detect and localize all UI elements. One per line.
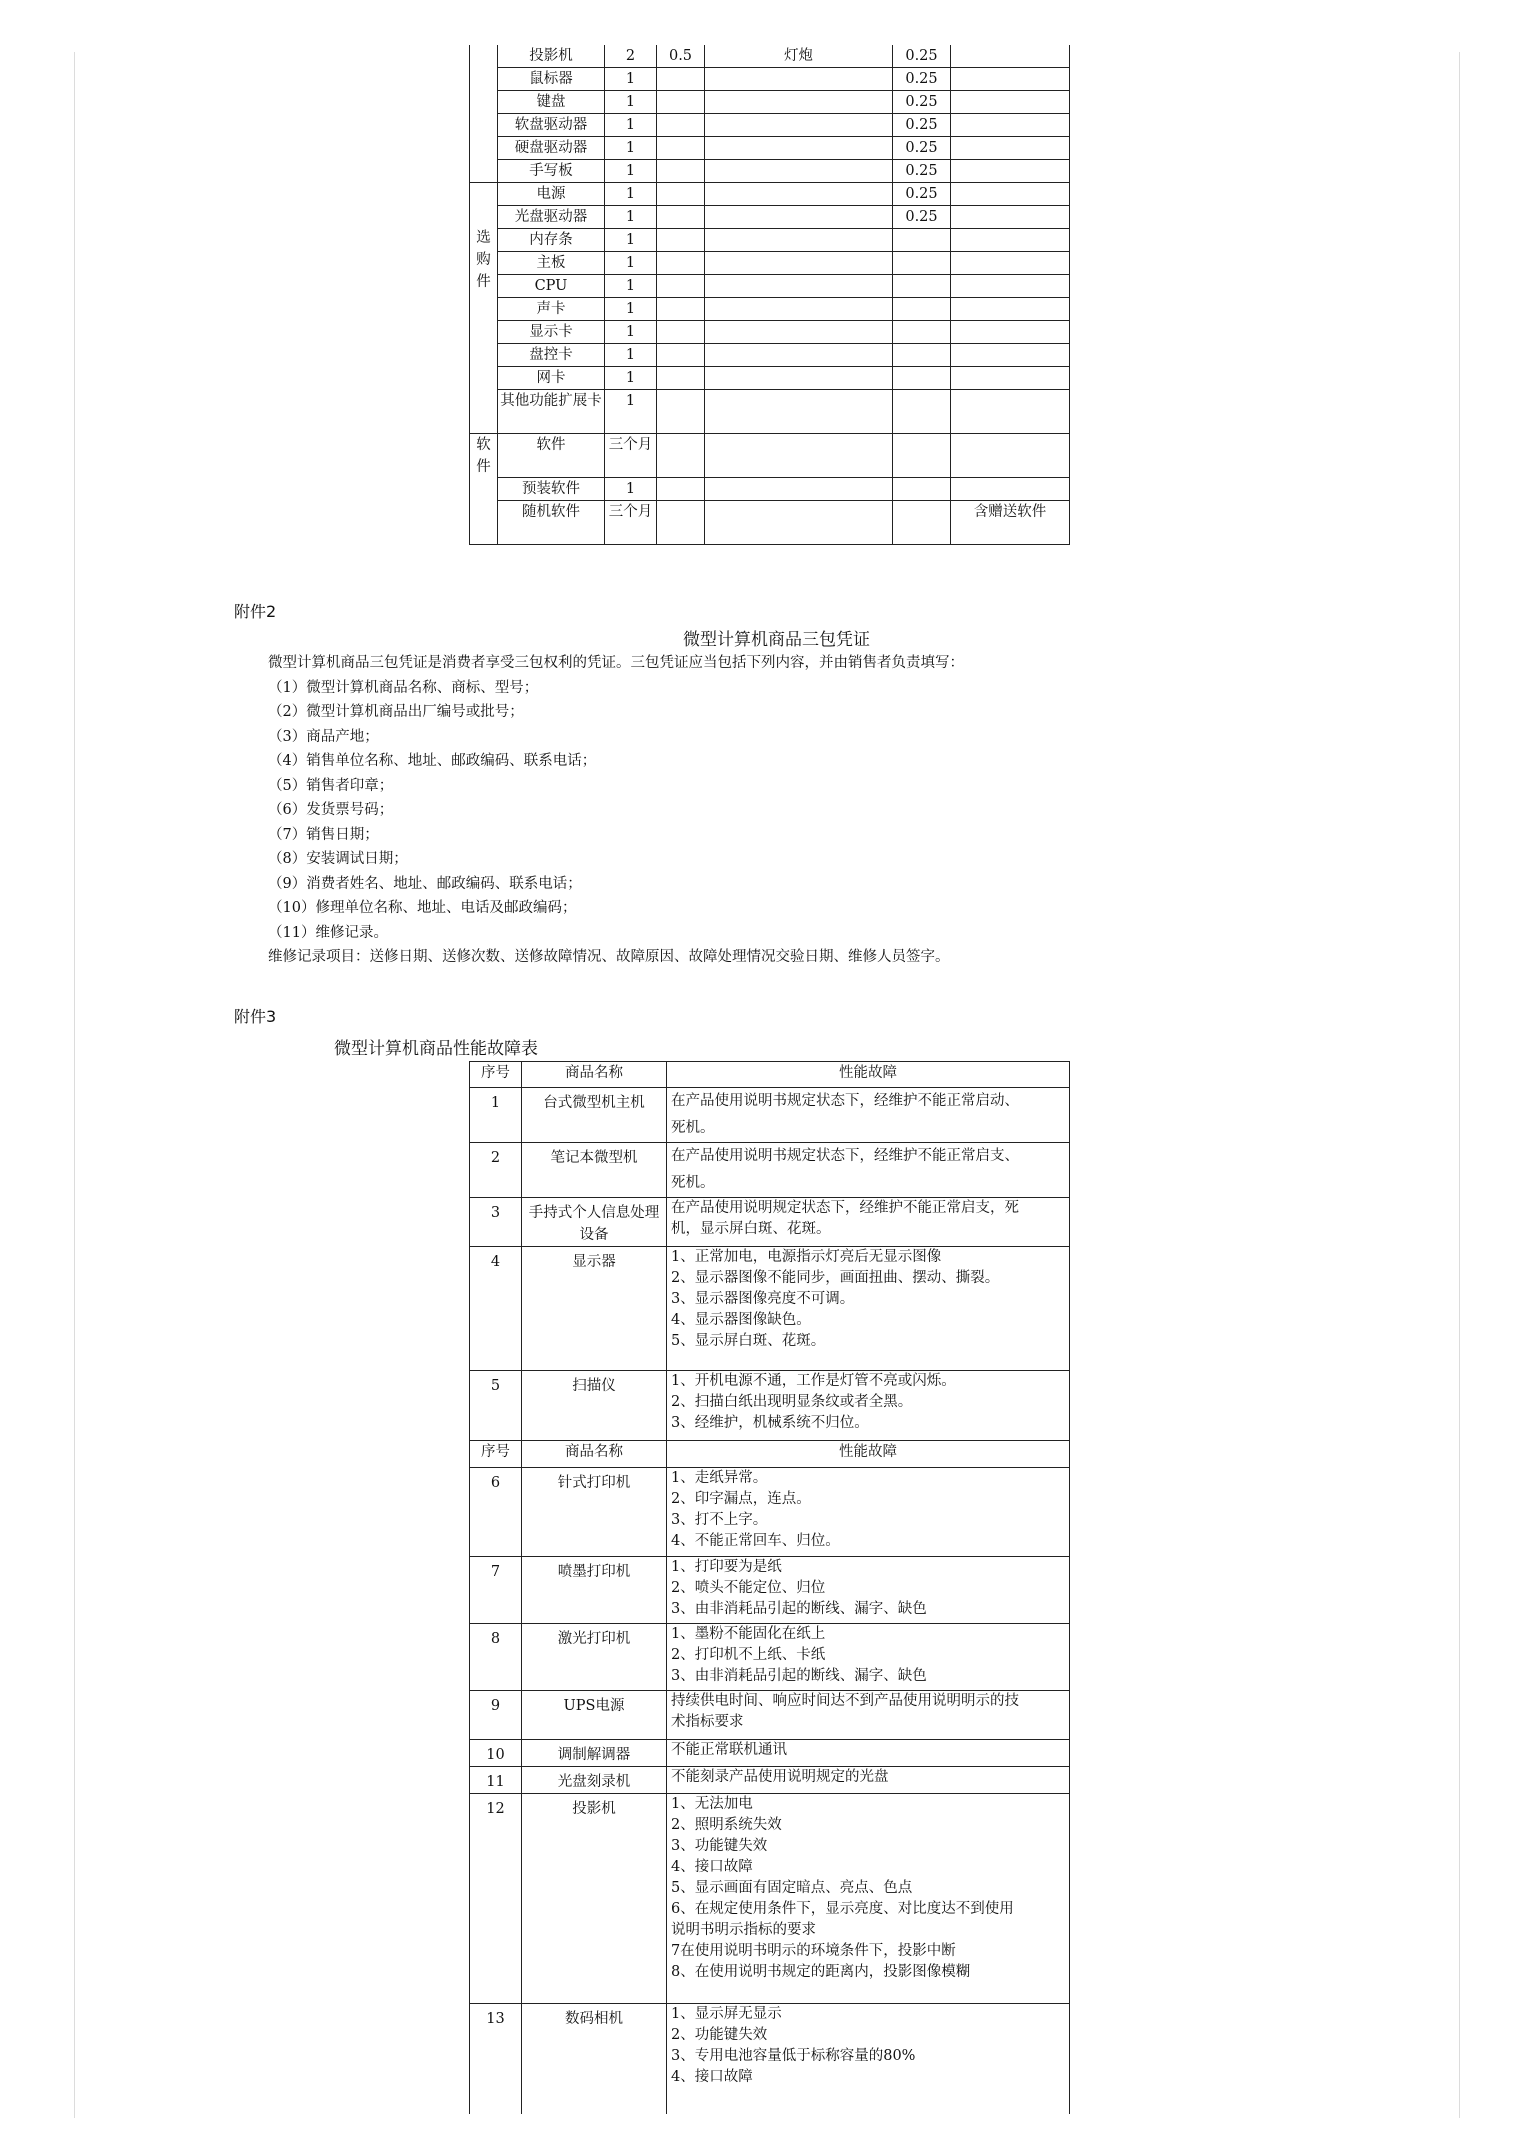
table-row xyxy=(470,91,1070,114)
row-number: 11 xyxy=(470,1767,522,1794)
fault-line: 在产品使用说明书规定状态下，经维护不能正常启支、 xyxy=(671,1148,1019,1164)
cell-name: 网卡 xyxy=(498,367,605,390)
fault-line: 3、功能键失效 xyxy=(671,1838,768,1854)
cell-c5 xyxy=(705,478,893,501)
cell-name: 电源 xyxy=(498,183,605,206)
annex2-item-list xyxy=(268,676,1368,946)
fault-description xyxy=(667,1767,1070,1794)
cell-c7 xyxy=(951,183,1070,206)
fault-line: 3、专用电池容量低于标称容量的80% xyxy=(671,2048,916,2064)
list-item: （5）销售者印章； xyxy=(268,777,394,794)
cell-name: 软盘驱动器 xyxy=(498,114,605,137)
fault-description xyxy=(667,1794,1070,2004)
cell-c7 xyxy=(951,45,1070,68)
fault-line: 6、在规定使用条件下，显示亮度、对比度达不到使用 xyxy=(671,1901,1014,1917)
row-number: 1 xyxy=(470,1088,522,1143)
annex2-footer: 维修记录项目：送修日期、送修次数、送修故障情况、故障原因、故障处理情况交验日期、维修人员签字。 xyxy=(268,949,950,965)
table-row xyxy=(470,114,1070,137)
cell-c5 xyxy=(705,298,893,321)
cell-qty: 三个月 xyxy=(605,501,657,545)
cell-c5 xyxy=(705,434,893,478)
fault-line: 1、无法加电 xyxy=(671,1796,753,1812)
table-row xyxy=(470,275,1070,298)
cell-name: 鼠标器 xyxy=(498,68,605,91)
left-margin-line xyxy=(74,52,75,2118)
cell-c5 xyxy=(705,206,893,229)
cell-c4 xyxy=(657,298,705,321)
fault-line: 3、由非消耗品引起的断线、漏字、缺色 xyxy=(671,1601,927,1617)
cell-c5 xyxy=(705,344,893,367)
cell-c4 xyxy=(657,160,705,183)
fault-description xyxy=(667,1557,1070,1624)
cell-c4 xyxy=(657,252,705,275)
product-name: 喷墨打印机 xyxy=(522,1557,667,1624)
header-cell-name: 商品名称 xyxy=(522,1441,667,1468)
table-header-row xyxy=(470,1062,1070,1088)
cell-c7 xyxy=(951,114,1070,137)
table-row xyxy=(470,1767,1070,1794)
fault-line: 在产品使用说明规定状态下，经维护不能正常启支，死 xyxy=(671,1200,1019,1216)
list-item: （9）消费者姓名、地址、邮政编码、联系电话； xyxy=(268,875,582,892)
table-row xyxy=(470,321,1070,344)
cell-c4 xyxy=(657,137,705,160)
cell-name: 投影机 xyxy=(498,45,605,68)
cell-qty: 1 xyxy=(605,252,657,275)
fault-line: 4、接口故障 xyxy=(671,1859,753,1875)
cell-name: CPU xyxy=(498,275,605,298)
fault-line: 3、显示器图像亮度不可调。 xyxy=(671,1291,855,1307)
product-name: 笔记本微型机 xyxy=(522,1143,667,1198)
list-item: （3）商品产地； xyxy=(268,728,379,745)
fault-line: 3、经维护，机械系统不归位。 xyxy=(671,1415,869,1431)
cell-c4 xyxy=(657,434,705,478)
product-name: 手持式个人信息处理设备 xyxy=(522,1198,667,1247)
cell-name: 键盘 xyxy=(498,91,605,114)
table-row xyxy=(470,390,1070,434)
fault-line: 1、墨粉不能固化在纸上 xyxy=(671,1626,826,1642)
product-name: 光盘刻录机 xyxy=(522,1767,667,1794)
annex2-body xyxy=(268,651,1368,970)
cell-c5 xyxy=(705,321,893,344)
fault-description xyxy=(667,1088,1070,1143)
list-item: （11）维修记录。 xyxy=(268,924,388,941)
table-row xyxy=(470,2004,1070,2114)
cell-c6: 0.25 xyxy=(893,160,951,183)
list-item: （7）销售日期； xyxy=(268,826,379,843)
fault-line: 在产品使用说明书规定状态下，经维护不能正常启动、 xyxy=(671,1093,1019,1109)
product-name: 数码相机 xyxy=(522,2004,667,2114)
product-name: 显示器 xyxy=(522,1247,667,1371)
cell-qty: 1 xyxy=(605,114,657,137)
row-number: 4 xyxy=(470,1247,522,1371)
header-cell-no: 序号 xyxy=(470,1062,522,1088)
fault-line: 3、由非消耗品引起的断线、漏字、缺色 xyxy=(671,1668,927,1684)
fault-line: 1、开机电源不通，工作是灯管不亮或闪烁。 xyxy=(671,1373,956,1389)
fault-description xyxy=(667,1143,1070,1198)
cell-c7 xyxy=(951,434,1070,478)
fault-description xyxy=(667,1624,1070,1691)
cell-c7 xyxy=(951,344,1070,367)
cell-c7 xyxy=(951,160,1070,183)
cell-name: 硬盘驱动器 xyxy=(498,137,605,160)
fault-line: 1、打印要为是纸 xyxy=(671,1559,782,1575)
cell-c5 xyxy=(705,160,893,183)
fault-table xyxy=(469,1061,1070,2114)
cell-c4 xyxy=(657,91,705,114)
cell-c5 xyxy=(705,183,893,206)
cell-qty: 1 xyxy=(605,137,657,160)
cell-c5 xyxy=(705,229,893,252)
row-number: 5 xyxy=(470,1371,522,1441)
table-row xyxy=(470,137,1070,160)
cell-c7 xyxy=(951,298,1070,321)
cell-c4 xyxy=(657,183,705,206)
cell-c4: 0.5 xyxy=(657,45,705,68)
cell-c4 xyxy=(657,68,705,91)
cell-c6 xyxy=(893,298,951,321)
cell-c7 xyxy=(951,478,1070,501)
cell-name: 随机软件 xyxy=(498,501,605,545)
cell-c5 xyxy=(705,501,893,545)
cell-c5 xyxy=(705,114,893,137)
fault-line: 不能刻录产品使用说明规定的光盘 xyxy=(671,1769,889,1785)
cell-c6 xyxy=(893,229,951,252)
table-row xyxy=(470,160,1070,183)
fault-line: 术指标要求 xyxy=(671,1714,744,1730)
cell-c6 xyxy=(893,390,951,434)
cell-name: 光盘驱动器 xyxy=(498,206,605,229)
product-name: 台式微型机主机 xyxy=(522,1088,667,1143)
cell-c6 xyxy=(893,501,951,545)
annex3-label: 附件3 xyxy=(234,1007,277,1026)
table-row xyxy=(470,367,1070,390)
cell-c6: 0.25 xyxy=(893,68,951,91)
cell-c4 xyxy=(657,478,705,501)
cell-c4 xyxy=(657,390,705,434)
fault-description xyxy=(667,2004,1070,2114)
table-row xyxy=(470,1624,1070,1691)
cell-c6 xyxy=(893,321,951,344)
fault-line: 说明书明示指标的要求 xyxy=(671,1922,816,1938)
cell-c4 xyxy=(657,275,705,298)
fault-line: 4、接口故障 xyxy=(671,2069,753,2085)
table-row xyxy=(470,501,1070,545)
cell-c7 xyxy=(951,137,1070,160)
product-name: 调制解调器 xyxy=(522,1740,667,1767)
table-row xyxy=(470,252,1070,275)
fault-description xyxy=(667,1740,1070,1767)
fault-line: 1、正常加电，电源指示灯亮后无显示图像 xyxy=(671,1249,942,1265)
category-cell xyxy=(470,45,498,183)
cell-name: 内存条 xyxy=(498,229,605,252)
table-row xyxy=(470,1143,1070,1198)
cell-qty: 1 xyxy=(605,68,657,91)
category-cell-optional: 选购件 xyxy=(470,183,498,434)
cell-qty: 1 xyxy=(605,344,657,367)
fault-line: 2、显示器图像不能同步，画面扭曲、摆动、撕裂。 xyxy=(671,1270,1000,1286)
fault-line: 2、印字漏点，连点。 xyxy=(671,1491,811,1507)
fault-line: 2、照明系统失效 xyxy=(671,1817,782,1833)
cell-name: 显示卡 xyxy=(498,321,605,344)
cell-c4 xyxy=(657,206,705,229)
annex2-intro: 微型计算机商品三包凭证是消费者享受三包权利的凭证。三包凭证应当包括下列内容，并由销售者负责填写： xyxy=(268,655,964,671)
header-cell-no: 序号 xyxy=(470,1441,522,1468)
fault-line: 1、走纸异常。 xyxy=(671,1470,768,1486)
cell-c7 xyxy=(951,321,1070,344)
cell-c4 xyxy=(657,114,705,137)
cell-c5 xyxy=(705,91,893,114)
header-cell-fault: 性能故障 xyxy=(667,1441,1070,1468)
cell-c5 xyxy=(705,275,893,298)
fault-line: 2、功能键失效 xyxy=(671,2027,768,2043)
cell-c6 xyxy=(893,367,951,390)
category-cell-software: 软件 xyxy=(470,434,498,545)
fault-line: 死机。 xyxy=(671,1120,715,1136)
row-number: 13 xyxy=(470,2004,522,2114)
table-row xyxy=(470,298,1070,321)
table-row xyxy=(470,206,1070,229)
cell-qty: 1 xyxy=(605,390,657,434)
product-name: 扫描仪 xyxy=(522,1371,667,1441)
annex2-title: 微型计算机商品三包凭证 xyxy=(683,630,870,650)
cell-c7 xyxy=(951,229,1070,252)
list-item: （10）修理单位名称、地址、电话及邮政编码； xyxy=(268,900,577,916)
cell-c5 xyxy=(705,137,893,160)
product-name: 投影机 xyxy=(522,1794,667,2004)
fault-line: 机，显示屏白斑、花斑。 xyxy=(671,1221,831,1237)
row-number: 12 xyxy=(470,1794,522,2004)
cell-c7: 含赠送软件 xyxy=(951,501,1070,545)
fault-line: 2、打印机不上纸、卡纸 xyxy=(671,1647,826,1663)
cell-qty: 1 xyxy=(605,91,657,114)
cell-c5 xyxy=(705,68,893,91)
cell-c6: 0.25 xyxy=(893,206,951,229)
cell-qty: 1 xyxy=(605,275,657,298)
table-row xyxy=(470,68,1070,91)
cell-c5: 灯炮 xyxy=(705,45,893,68)
fault-line: 1、显示屏无显示 xyxy=(671,2006,782,2022)
cell-c6: 0.25 xyxy=(893,137,951,160)
row-number: 9 xyxy=(470,1691,522,1740)
table-row xyxy=(470,229,1070,252)
table-row xyxy=(470,45,1070,68)
cell-c5 xyxy=(705,367,893,390)
product-name: 激光打印机 xyxy=(522,1624,667,1691)
fault-line: 2、喷头不能定位、归位 xyxy=(671,1580,826,1596)
product-name: 针式打印机 xyxy=(522,1468,667,1557)
cell-qty: 1 xyxy=(605,160,657,183)
fault-description xyxy=(667,1371,1070,1441)
table-row xyxy=(470,1198,1070,1247)
cell-c4 xyxy=(657,367,705,390)
cell-c6 xyxy=(893,434,951,478)
fault-line: 5、显示画面有固定暗点、亮点、色点 xyxy=(671,1880,913,1896)
table-row xyxy=(470,183,1070,206)
annex3-title: 微型计算机商品性能故障表 xyxy=(334,1039,538,1059)
table-row xyxy=(470,1794,1070,2004)
parts-warranty-table xyxy=(469,45,1070,545)
cell-name: 预装软件 xyxy=(498,478,605,501)
fault-line: 7在使用说明书明示的环境条件下，投影中断 xyxy=(671,1943,956,1959)
row-number: 2 xyxy=(470,1143,522,1198)
cell-qty: 1 xyxy=(605,298,657,321)
cell-c6: 0.25 xyxy=(893,91,951,114)
table-row xyxy=(470,1557,1070,1624)
cell-qty: 1 xyxy=(605,321,657,344)
fault-line: 持续供电时间、响应时间达不到产品使用说明明示的技 xyxy=(671,1693,1019,1709)
cell-c7 xyxy=(951,367,1070,390)
fault-line: 8、在使用说明书规定的距离内，投影图像模糊 xyxy=(671,1964,971,1980)
table-row xyxy=(470,344,1070,367)
product-name: UPS电源 xyxy=(522,1691,667,1740)
fault-line: 4、显示器图像缺色。 xyxy=(671,1312,811,1328)
cell-name: 声卡 xyxy=(498,298,605,321)
cell-name: 其他功能扩展卡 xyxy=(498,390,605,434)
table-row xyxy=(470,1740,1070,1767)
cell-qty: 1 xyxy=(605,206,657,229)
header-cell-fault: 性能故障 xyxy=(667,1062,1070,1088)
fault-line: 不能正常联机通讯 xyxy=(671,1742,787,1758)
cell-c6: 0.25 xyxy=(893,114,951,137)
cell-c6: 0.25 xyxy=(893,45,951,68)
table-row xyxy=(470,1247,1070,1371)
cell-c7 xyxy=(951,252,1070,275)
cell-c7 xyxy=(951,275,1070,298)
table-row xyxy=(470,1371,1070,1441)
right-margin-line xyxy=(1459,52,1460,2118)
cell-qty: 2 xyxy=(605,45,657,68)
table-header-row xyxy=(470,1441,1070,1468)
list-item: （6）发货票号码； xyxy=(268,802,394,818)
row-number: 8 xyxy=(470,1624,522,1691)
table-row xyxy=(470,1691,1070,1740)
cell-c7 xyxy=(951,390,1070,434)
fault-line: 2、扫描白纸出现明显条纹或者全黑。 xyxy=(671,1394,913,1410)
cell-c4 xyxy=(657,501,705,545)
cell-qty: 三个月 xyxy=(605,434,657,478)
cell-c7 xyxy=(951,206,1070,229)
table-row xyxy=(470,1468,1070,1557)
cell-c6 xyxy=(893,275,951,298)
cell-c6 xyxy=(893,252,951,275)
header-cell-name: 商品名称 xyxy=(522,1062,667,1088)
fault-description xyxy=(667,1691,1070,1740)
list-item: （8）安装调试日期； xyxy=(268,851,408,867)
fault-line: 4、不能正常回车、归位。 xyxy=(671,1533,840,1549)
fault-line: 5、显示屏白斑、花斑。 xyxy=(671,1333,826,1349)
cell-name: 软件 xyxy=(498,434,605,478)
cell-c4 xyxy=(657,344,705,367)
cell-c6 xyxy=(893,344,951,367)
fault-description xyxy=(667,1247,1070,1371)
annex2-label: 附件2 xyxy=(234,602,277,621)
list-item: （1）微型计算机商品名称、商标、型号； xyxy=(268,679,539,696)
fault-description xyxy=(667,1198,1070,1247)
cell-name: 手写板 xyxy=(498,160,605,183)
cell-c7 xyxy=(951,68,1070,91)
cell-c7 xyxy=(951,91,1070,114)
cell-c4 xyxy=(657,321,705,344)
cell-c6 xyxy=(893,478,951,501)
cell-name: 主板 xyxy=(498,252,605,275)
cell-c4 xyxy=(657,229,705,252)
cell-c5 xyxy=(705,252,893,275)
row-number: 6 xyxy=(470,1468,522,1557)
table-row xyxy=(470,434,1070,478)
cell-qty: 1 xyxy=(605,229,657,252)
cell-c6: 0.25 xyxy=(893,183,951,206)
cell-c5 xyxy=(705,390,893,434)
table-row xyxy=(470,478,1070,501)
fault-line: 死机。 xyxy=(671,1175,715,1191)
row-number: 3 xyxy=(470,1198,522,1247)
table-row xyxy=(470,1088,1070,1143)
row-number: 10 xyxy=(470,1740,522,1767)
fault-line: 3、打不上字。 xyxy=(671,1512,768,1528)
cell-name: 盘控卡 xyxy=(498,344,605,367)
cell-qty: 1 xyxy=(605,367,657,390)
list-item: （2）微型计算机商品出厂编号或批号； xyxy=(268,704,524,720)
row-number: 7 xyxy=(470,1557,522,1624)
cell-qty: 1 xyxy=(605,478,657,501)
list-item: （4）销售单位名称、地址、邮政编码、联系电话； xyxy=(268,753,597,769)
fault-description xyxy=(667,1468,1070,1557)
cell-qty: 1 xyxy=(605,183,657,206)
